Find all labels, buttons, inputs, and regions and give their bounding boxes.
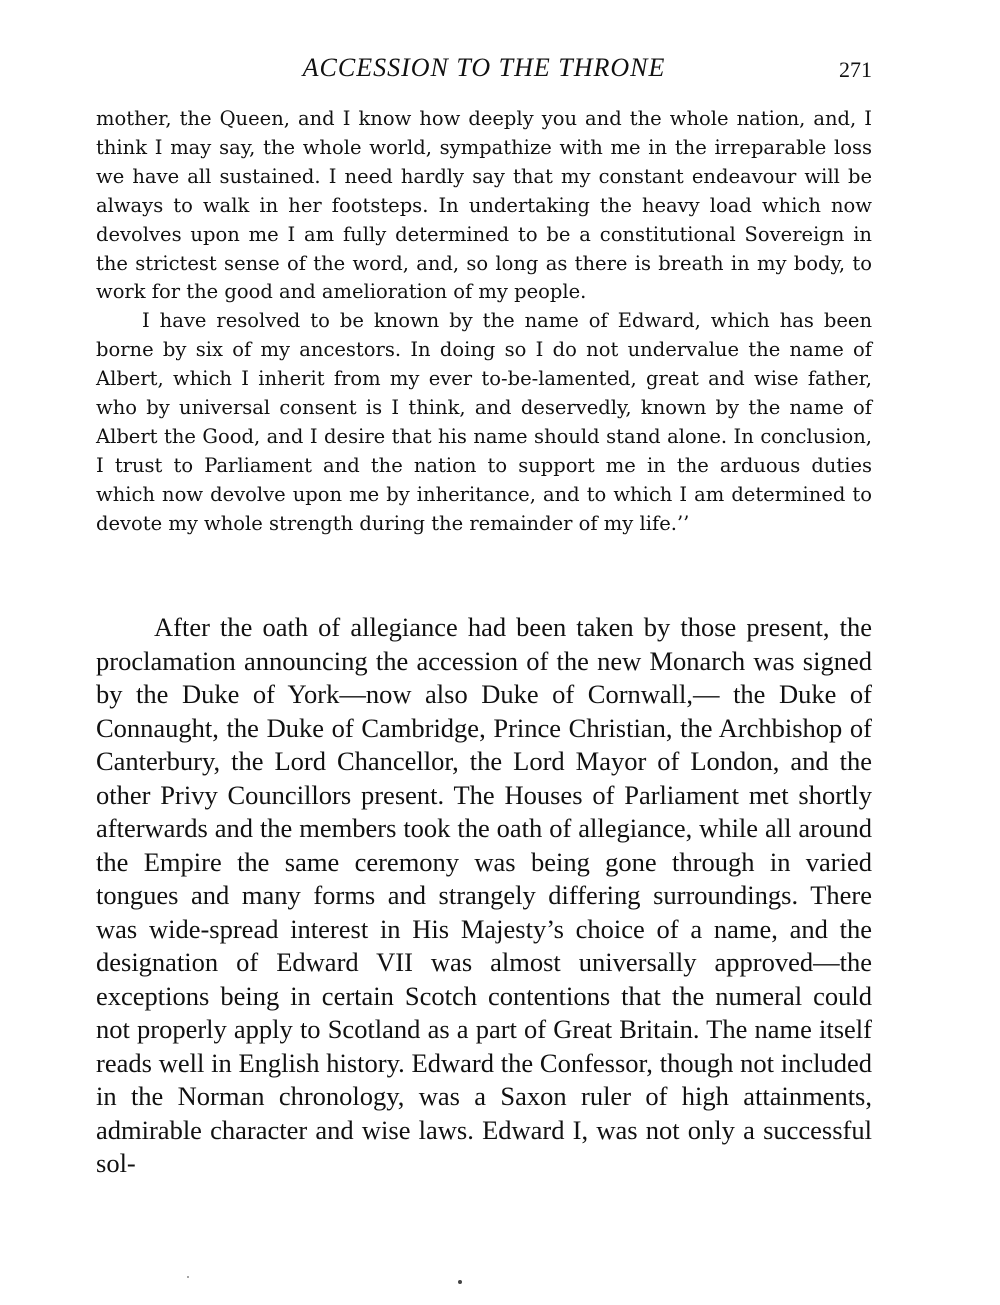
quoted-speech [96,105,872,539]
running-head [96,50,872,86]
body-text [96,611,872,1181]
body-paragraph: After the oath of allegiance had been taken by those present, the proclamation announcing the accession of the new Monarch was signed by the Duke of York—now also Duke of Cornwall,— the Duke of Connaught, the Duke of Cambridge, Prince Christian, the Archbishop of Canterbury, the Lord Chancellor, the Lord Mayor of London, and the other Privy Councillors present. The Houses of Parliament met shortly afterwards and the members took the oath of allegiance, while all around the Empire the same ceremony was being gone through in varied tongues and many forms and strangely differing surroundings. There was wide-spread interest in His Majesty’s choice of a name, and the designation of Edward VII was almost universally approved—the exceptions being in certain Scotch contentions that the numeral could not properly apply to Scotland as a part of Great Britain. The name itself reads well in English history. Edward the Confessor, though not included in the Norman chronology, was a Saxon ruler of high attainments, admirable character and wise laws. Edward I, was not only a successful sol- [96,612,872,1178]
page-number: 271 [839,57,872,82]
quote-paragraph: mother, the Queen, and I know how deeply you and the whole nation, and, I think I may say, the whole world, sympathize with me in the irreparable loss we have all sustained. I need hardly say that my constant endeavour will be always to walk in her footsteps. In undertaking the heavy load which now devolves upon me I am fully determined to be a constitutional Sovereign in the strictest sense of the word, and, so long as there is breath in my body, to work for the good and amelioration of my people. [96,107,872,304]
running-title: ACCESSION TO THE THRONE [302,53,666,82]
scan-speck [187,1276,189,1278]
quote-paragraph: I have resolved to be known by the name of Edward, which has been borne by six of my ancestors. In doing so I do not undervalue the name of Albert, which I inherit from my ever to-be-lamented, great and wise father, who by universal consent is I think, and deservedly, known by the name of Albert the Good, and I desire that his name should stand alone. In conclusion, I trust to Parliament and the nation to support me in the arduous duties which now devolve upon me by inheritance, and to which I am determined to devote my whole strength during the remainder of my life.’’ [96,309,872,535]
scan-speck [458,1280,462,1284]
